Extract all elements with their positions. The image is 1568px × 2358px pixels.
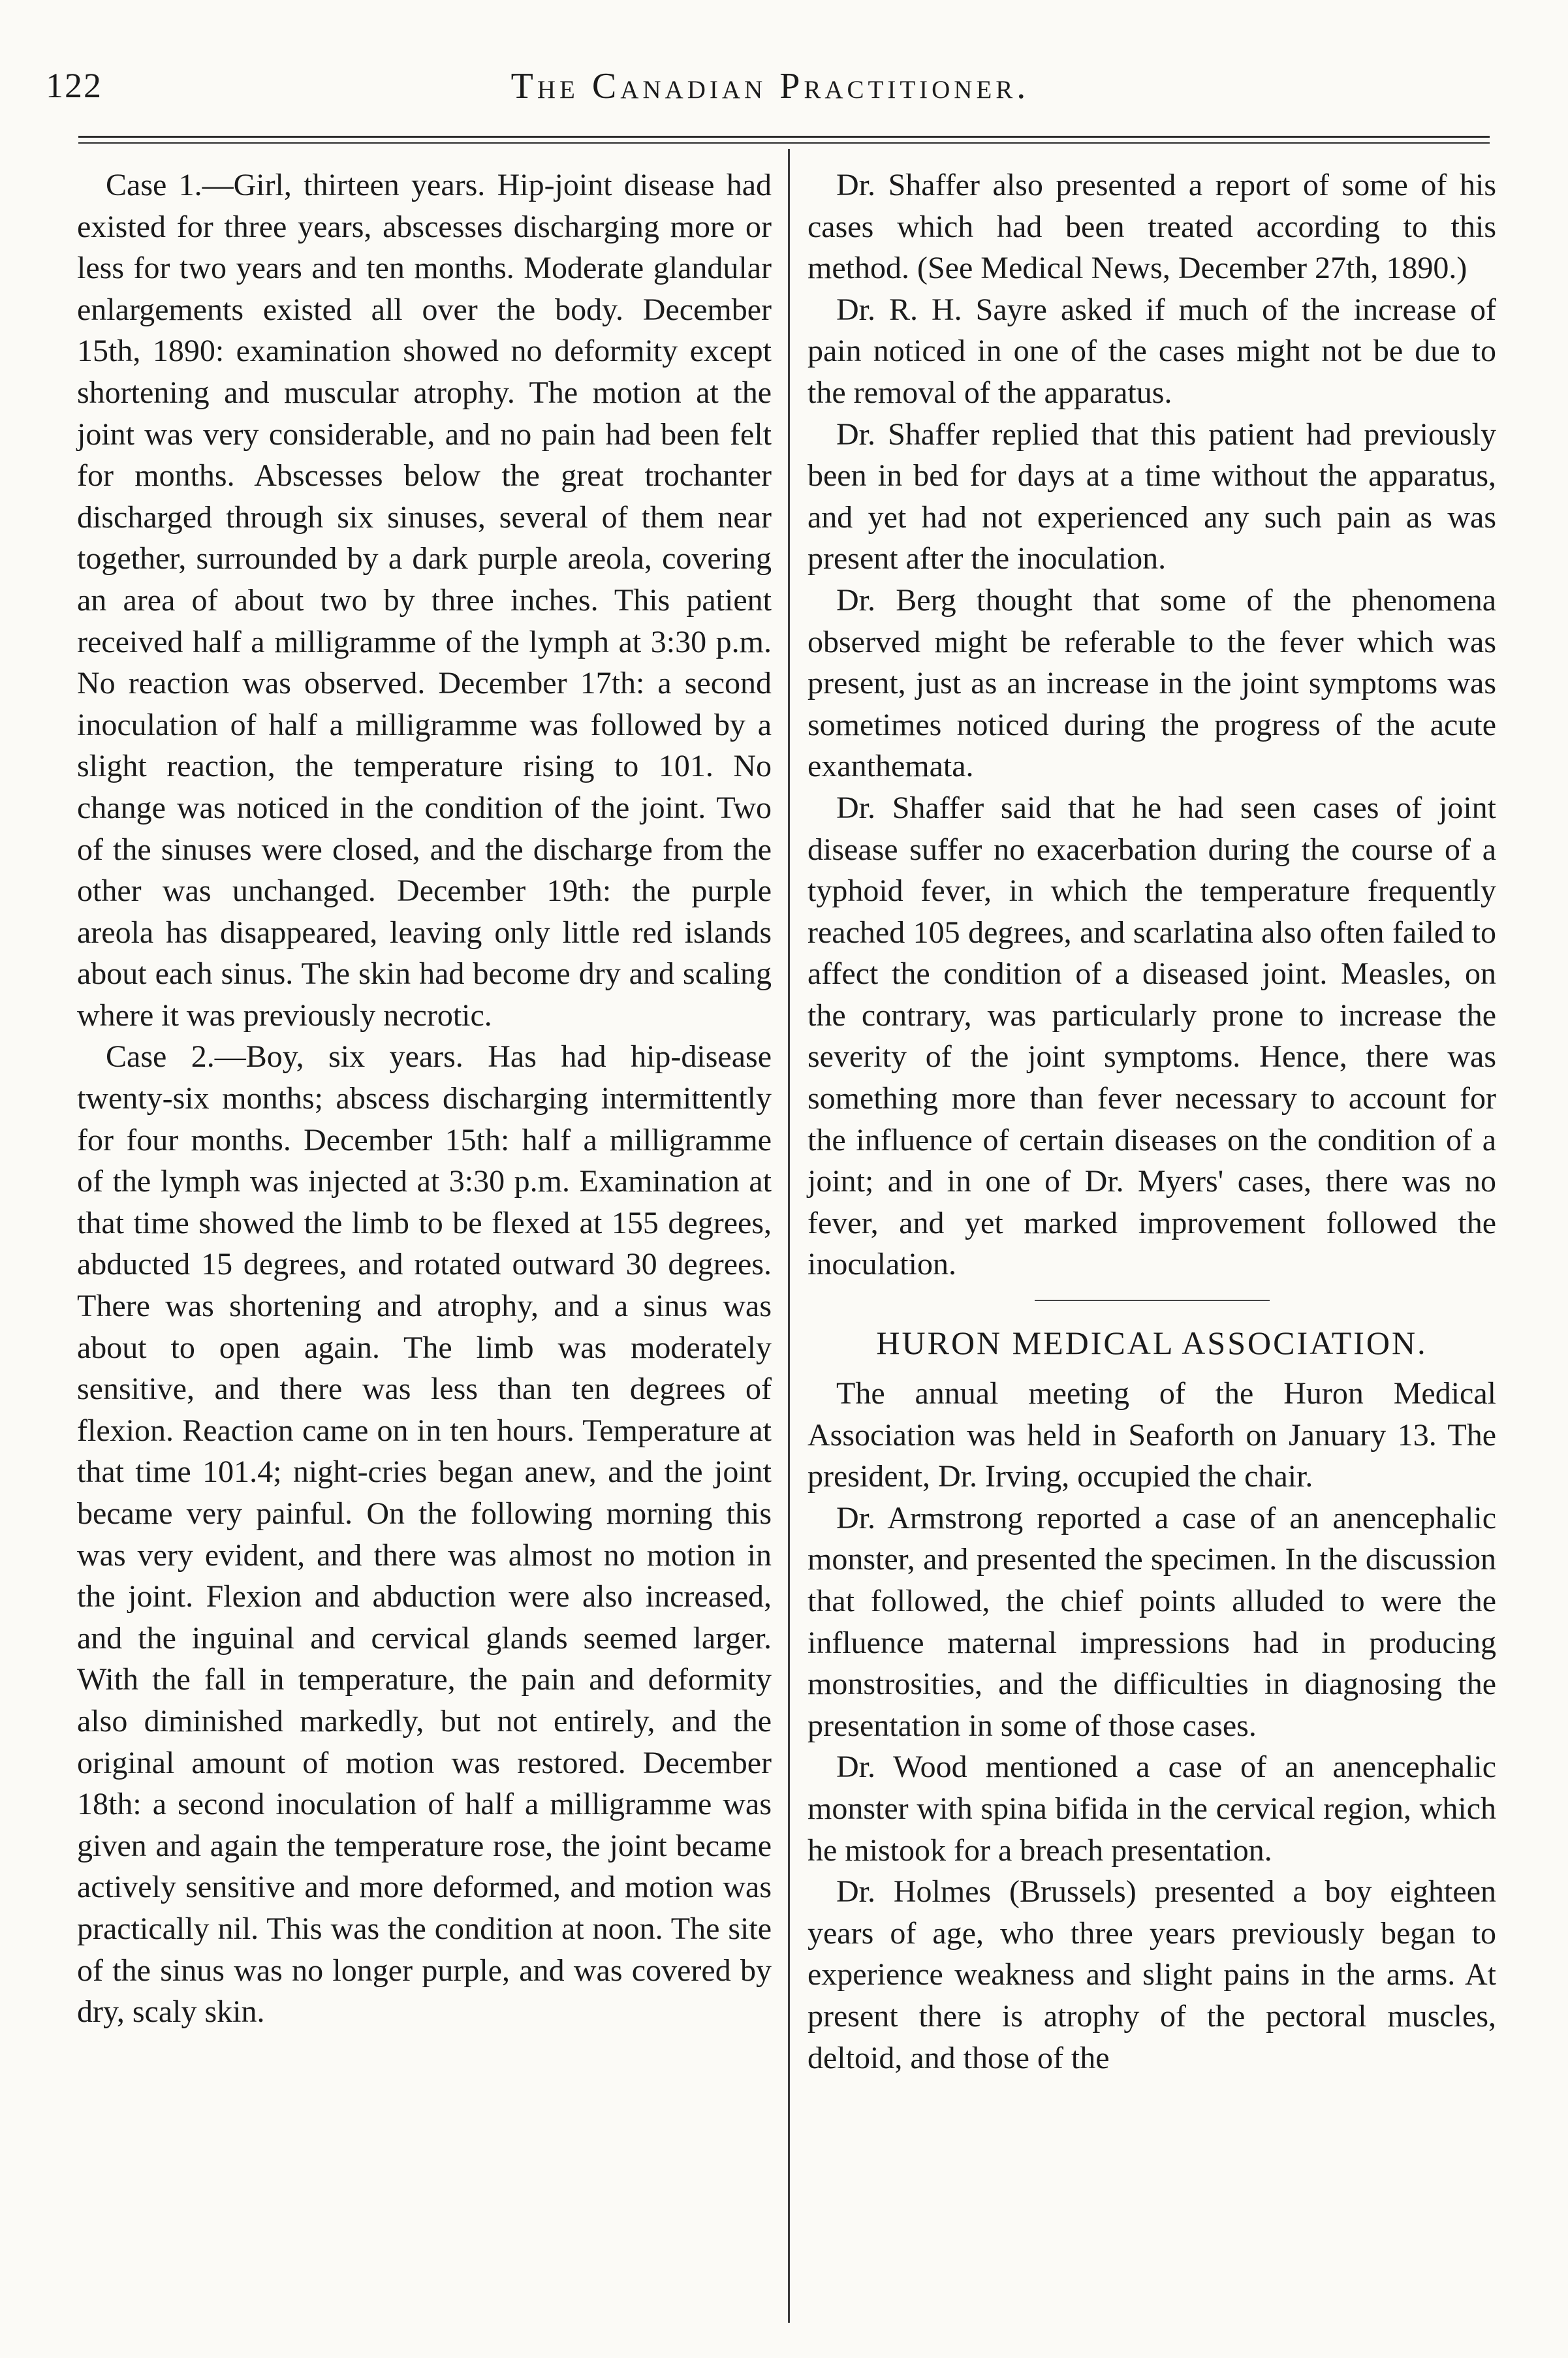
column-divider (788, 149, 790, 2323)
association-paragraph: Dr. Holmes (Brussels) presented a boy eighteen years of age, who three years previously began to experience weakness and slight pains in the arms. At present there is atrophy of the pectoral muscles, deltoid, and those of the (808, 1874, 1496, 2075)
discussion-paragraph: Dr. Shaffer replied that this patient had previously been in bed for days at a time without the apparatus, and yet had not experienced any such pain as was present after the inoculation. (808, 417, 1496, 576)
header-rule (78, 136, 1490, 138)
case-1-paragraph: Case 1.—Girl, thirteen years. Hip-joint disease had existed for three years, abscesses discharging more or less for two years and ten months. Moderate glandular enlargements existed all over the body. December 15th, 1890: examination showed no deformity except shortening and muscular atrophy. The motion at the joint was very considerable, and no pain had been felt for months. Abscesses below the great trochanter discharged through six sinuses, several of them near together, surrounded by a dark purple areola, covering an area of about two by three inches. This patient received half a milligramme of the lymph at 3:30 p.m. No reaction was observed. December 17th: a second inoculation of half a milligramme was followed by a slight reaction, the temperature rising to 101. No change was noticed in the condition of the joint. Two of the sinuses were closed, and the discharge from the other was unchanged. December 19th: the purple areola has disappeared, leaving only little red islands about each sinus. The skin had become dry and scaling where it was previously necrotic. (77, 168, 772, 1033)
association-paragraph: The annual meeting of the Huron Medical Association was held in Seaforth on January 13. The president, Dr. Irving, occupied the chair. (808, 1376, 1496, 1494)
page-header (46, 65, 1495, 118)
journal-title: The Canadian Practitioner. (510, 66, 1030, 106)
association-paragraph: Dr. Wood mentioned a case of an anencephalic monster with spina bifida in the cervical region, which he mistook for a breach presentation. (808, 1750, 1496, 1868)
page-number: 122 (46, 66, 102, 105)
discussion-paragraph: Dr. Shaffer also presented a report of some of his cases which had been treated according to this method. (See Medical News, December 27th, 1890.) (808, 168, 1496, 286)
case-2-paragraph: Case 2.—Boy, six years. Has had hip-disease twenty-six months; abscess discharging intermittently for four months. December 15th: half a milligramme of the lymph was injected at 3:30 p.m. Examination at that time showed the limb to be flexed at 155 degrees, abducted 15 degrees, and rotated outward 30 degrees. There was shortening and atrophy, and a sinus was about to open again. The limb was moderately sensitive, and there was less than ten degrees of flexion. Reaction came on in ten hours. Temperature at that time 101.4; night-cries began anew, and the joint became very painful. On the following morning this was very evident, and there was almost no motion in the joint. Flexion and abduction were also increased, and the inguinal and cervical glands seemed larger. With the fall in temperature, the pain and deformity also diminished markedly, but not entirely, and the original amount of motion was restored. December 18th: a second inoculation of half a milligramme was given and again the temperature rose, the joint became actively sensitive and more deformed, and motion was practically nil. This was the condition at noon. The site of the sinus was no longer purple, and was covered by dry, scaly skin. (77, 1039, 772, 2030)
association-paragraph: Dr. Armstrong reported a case of an anencephalic monster, and presented the specimen. In the discussion that followed, the chief points alluded to were the influence maternal impressions had in producing monstrosities, and the difficulties in diagnosing the presentation in some of those cases. (808, 1500, 1496, 1743)
discussion-paragraph: Dr. Shaffer said that he had seen cases of joint disease suffer no exacerbation during the course of a typhoid fever, in which the temperature frequently reached 105 degrees, and scarlatina also often failed to affect the condition of a diseased joint. Measles, on the contrary, was particularly prone to increase the severity of the joint symptoms. Hence, there was something more than fever necessary to account for the influence of certain diseases on the condition of a joint; and in one of Dr. Myers' cases, there was no fever, and yet marked improvement followed the inoculation. (808, 790, 1496, 1282)
header-rule-secondary (78, 142, 1490, 144)
right-column (808, 165, 1496, 2079)
section-heading: HURON MEDICAL ASSOCIATION. (876, 1325, 1428, 1362)
discussion-paragraph: Dr. Berg thought that some of the phenomena observed might be referable to the fever which was present, just as an increase in the joint symptoms was sometimes noticed during the progress of the acute exanthemata. (808, 582, 1496, 784)
discussion-paragraph: Dr. R. H. Sayre asked if much of the increase of pain noticed in one of the cases might not be due to the removal of the apparatus. (808, 292, 1496, 410)
section-separator (1035, 1300, 1270, 1301)
left-column (77, 165, 772, 2033)
